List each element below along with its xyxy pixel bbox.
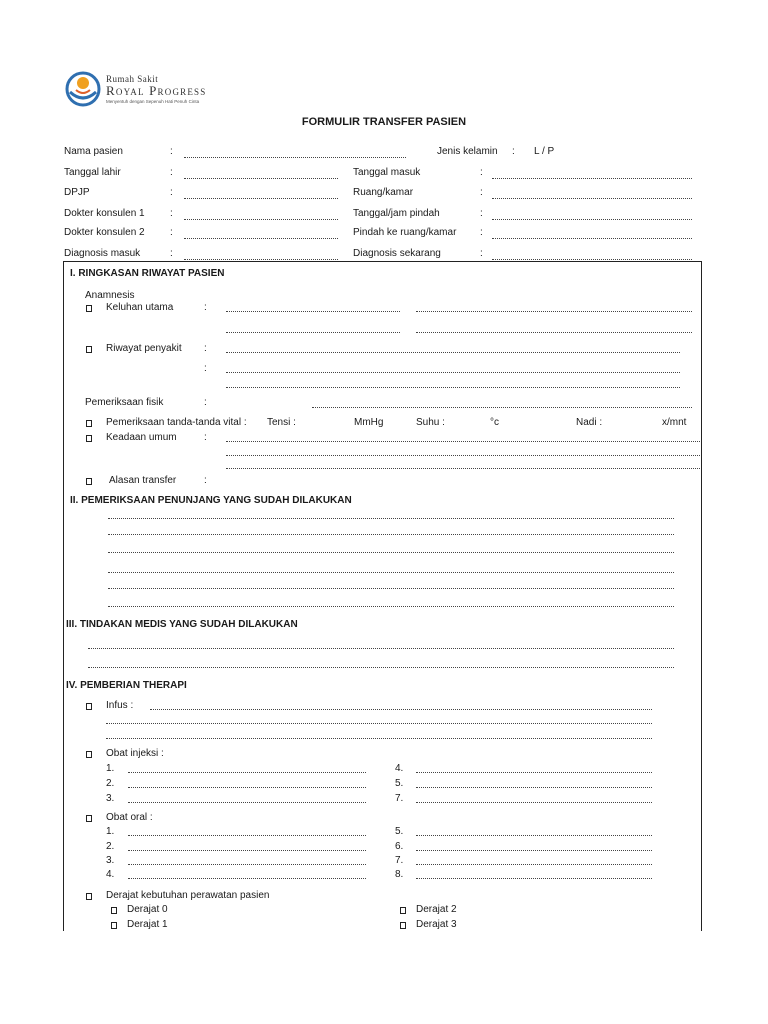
obat-injeksi-field[interactable] (128, 802, 366, 803)
penunjang-field[interactable] (108, 572, 674, 573)
diagnosis-masuk-field[interactable] (184, 259, 338, 260)
label-xmnt: x/mnt (662, 417, 687, 428)
label-keadaan-umum: Keadaan umum (106, 432, 177, 443)
injeksi-number: 1. (106, 763, 115, 774)
colon: : (512, 146, 515, 157)
logo-line2: Royal Progress (106, 83, 207, 98)
jenis-kelamin-options[interactable]: L / P (534, 146, 555, 157)
oral-number: 1. (106, 826, 115, 837)
derajat-checkbox[interactable] (86, 893, 92, 900)
oral-number: 4. (106, 869, 115, 880)
obat-injeksi-field[interactable] (416, 787, 652, 788)
obat-oral-field[interactable] (416, 878, 652, 879)
label-derajat-1: Derajat 1 (127, 919, 168, 930)
obat-injeksi-checkbox[interactable] (86, 751, 92, 758)
derajat-0-checkbox[interactable] (111, 907, 117, 914)
obat-oral-field[interactable] (128, 850, 366, 851)
label-jenis-kelamin: Jenis kelamin (437, 146, 498, 157)
injeksi-number: 4. (395, 763, 404, 774)
dokter-konsulen-2-field[interactable] (184, 238, 338, 239)
label-keluhan-utama: Keluhan utama (106, 302, 174, 313)
dpjp-field[interactable] (184, 198, 338, 199)
infus-field[interactable] (106, 738, 652, 739)
colon: : (204, 475, 207, 486)
label-nama-pasien: Nama pasien (64, 146, 123, 157)
keadaan-umum-checkbox[interactable] (86, 435, 92, 442)
ruang-kamar-field[interactable] (492, 198, 692, 199)
oral-number: 8. (395, 869, 404, 880)
keadaan-umum-field[interactable] (226, 441, 700, 442)
tanggal-jam-pindah-field[interactable] (492, 219, 692, 220)
obat-oral-field[interactable] (128, 864, 366, 865)
obat-oral-field[interactable] (416, 835, 652, 836)
label-dokter-konsulen-2: Dokter konsulen 2 (64, 227, 145, 238)
section-1-heading: I. RINGKASAN RIWAYAT PASIEN (70, 268, 225, 279)
form-border-top (63, 261, 701, 262)
riwayat-penyakit-field[interactable] (226, 352, 680, 353)
obat-oral-field[interactable] (416, 850, 652, 851)
tanda-vital-checkbox[interactable] (86, 420, 92, 427)
derajat-2-checkbox[interactable] (400, 907, 406, 914)
obat-injeksi-field[interactable] (128, 772, 366, 773)
riwayat-penyakit-field[interactable] (226, 372, 680, 373)
label-tanggal-lahir: Tanggal lahir (64, 167, 121, 178)
label-diagnosis-masuk: Diagnosis masuk (64, 248, 141, 259)
colon: : (170, 227, 173, 238)
obat-oral-field[interactable] (416, 864, 652, 865)
dokter-konsulen-1-field[interactable] (184, 219, 338, 220)
oral-number: 6. (395, 841, 404, 852)
oral-number: 2. (106, 841, 115, 852)
penunjang-field[interactable] (108, 518, 674, 519)
colon: : (170, 187, 173, 198)
label-obat-injeksi: Obat injeksi : (106, 748, 164, 759)
section-3-heading: III. TINDAKAN MEDIS YANG SUDAH DILAKUKAN (66, 619, 298, 630)
colon: : (480, 208, 483, 219)
riwayat-penyakit-checkbox[interactable] (86, 346, 92, 353)
label-pindah-ke: Pindah ke ruang/kamar (353, 227, 457, 238)
colon: : (480, 227, 483, 238)
label-tanggal-masuk: Tanggal masuk (353, 167, 421, 178)
label-pemeriksaan-fisik: Pemeriksaan fisik (85, 397, 164, 408)
label-dpjp: DPJP (64, 187, 90, 198)
section-2-heading: II. PEMERIKSAAN PENUNJANG YANG SUDAH DILAKUKAN (70, 495, 352, 506)
nama-pasien-field[interactable] (184, 157, 406, 158)
label-derajat-2: Derajat 2 (416, 904, 457, 915)
label-anamnesis: Anamnesis (85, 290, 135, 301)
riwayat-penyakit-field[interactable] (226, 387, 680, 388)
label-diagnosis-sekarang: Diagnosis sekarang (353, 248, 441, 259)
label-nadi: Nadi : (576, 417, 603, 428)
logo-line1: Rumah Sakit (106, 74, 159, 84)
obat-injeksi-field[interactable] (128, 787, 366, 788)
oral-number: 3. (106, 855, 115, 866)
oral-number: 5. (395, 826, 404, 837)
form-border-left (63, 261, 64, 931)
label-ruang-kamar: Ruang/kamar (353, 187, 414, 198)
obat-injeksi-field[interactable] (416, 802, 652, 803)
injeksi-number: 3. (106, 793, 115, 804)
keadaan-umum-field[interactable] (226, 455, 700, 456)
keluhan-utama-checkbox[interactable] (86, 305, 92, 312)
label-tanda-vital: Pemeriksaan tanda-tanda vital : (106, 417, 247, 428)
keluhan-utama-field[interactable] (416, 311, 692, 312)
label-dokter-konsulen-1: Dokter konsulen 1 (64, 208, 145, 219)
infus-field[interactable] (106, 723, 652, 724)
pemeriksaan-fisik-field[interactable] (312, 407, 692, 408)
obat-oral-checkbox[interactable] (86, 815, 92, 822)
label-mmhg: MmHg (354, 417, 384, 428)
label-alasan-transfer: Alasan transfer (109, 475, 177, 486)
tanggal-lahir-field[interactable] (184, 178, 338, 179)
tindakan-medis-field[interactable] (88, 648, 674, 649)
colon: : (170, 248, 173, 259)
oral-number: 7. (395, 855, 404, 866)
label-riwayat-penyakit: Riwayat penyakit (106, 343, 182, 354)
label-infus: Infus : (106, 700, 134, 711)
form-border-right (701, 261, 702, 931)
colon: : (170, 167, 173, 178)
form-title: FORMULIR TRANSFER PASIEN (301, 116, 467, 128)
label-suhu: Suhu : (416, 417, 445, 428)
infus-field[interactable] (150, 709, 652, 710)
keluhan-utama-field[interactable] (226, 332, 400, 333)
colon: : (204, 397, 207, 408)
injeksi-number: 5. (395, 778, 404, 789)
colon: : (204, 302, 207, 313)
label-derajat-3: Derajat 3 (416, 919, 457, 930)
colon: : (204, 432, 207, 443)
derajat-3-checkbox[interactable] (400, 922, 406, 929)
tanggal-masuk-field[interactable] (492, 178, 692, 179)
label-celsius: °c (490, 417, 499, 428)
colon: : (170, 208, 173, 219)
keluhan-utama-field[interactable] (416, 332, 692, 333)
tindakan-medis-field[interactable] (88, 667, 674, 668)
label-derajat-0: Derajat 0 (127, 904, 168, 915)
alasan-transfer-checkbox[interactable] (86, 478, 92, 485)
colon: : (480, 167, 483, 178)
infus-checkbox[interactable] (86, 703, 92, 710)
obat-injeksi-field[interactable] (416, 772, 652, 773)
hospital-logo-icon (64, 70, 102, 108)
derajat-1-checkbox[interactable] (111, 922, 117, 929)
penunjang-field[interactable] (108, 552, 674, 553)
keluhan-utama-field[interactable] (226, 311, 400, 312)
obat-oral-field[interactable] (128, 835, 366, 836)
injeksi-number: 7. (395, 793, 404, 804)
label-tensi: Tensi : (267, 417, 296, 428)
diagnosis-sekarang-field[interactable] (492, 259, 692, 260)
obat-oral-field[interactable] (128, 878, 366, 879)
penunjang-field[interactable] (108, 588, 674, 589)
injeksi-number: 2. (106, 778, 115, 789)
label-derajat-kebutuhan: Derajat kebutuhan perawatan pasien (106, 890, 270, 901)
label-obat-oral: Obat oral : (106, 812, 153, 823)
pindah-ke-field[interactable] (492, 238, 692, 239)
penunjang-field[interactable] (108, 534, 674, 535)
label-tanggal-jam-pindah: Tanggal/jam pindah (353, 208, 440, 219)
penunjang-field[interactable] (108, 606, 674, 607)
colon: : (480, 187, 483, 198)
keadaan-umum-field[interactable] (226, 468, 700, 469)
colon: : (480, 248, 483, 259)
colon: : (204, 343, 207, 354)
colon: : (170, 146, 173, 157)
logo-tagline: Menyentuh dengan Sepenuh Hati Penuh Cinta (106, 99, 200, 104)
section-4-heading: IV. PEMBERIAN THERAPI (66, 680, 187, 691)
colon: : (204, 363, 207, 374)
